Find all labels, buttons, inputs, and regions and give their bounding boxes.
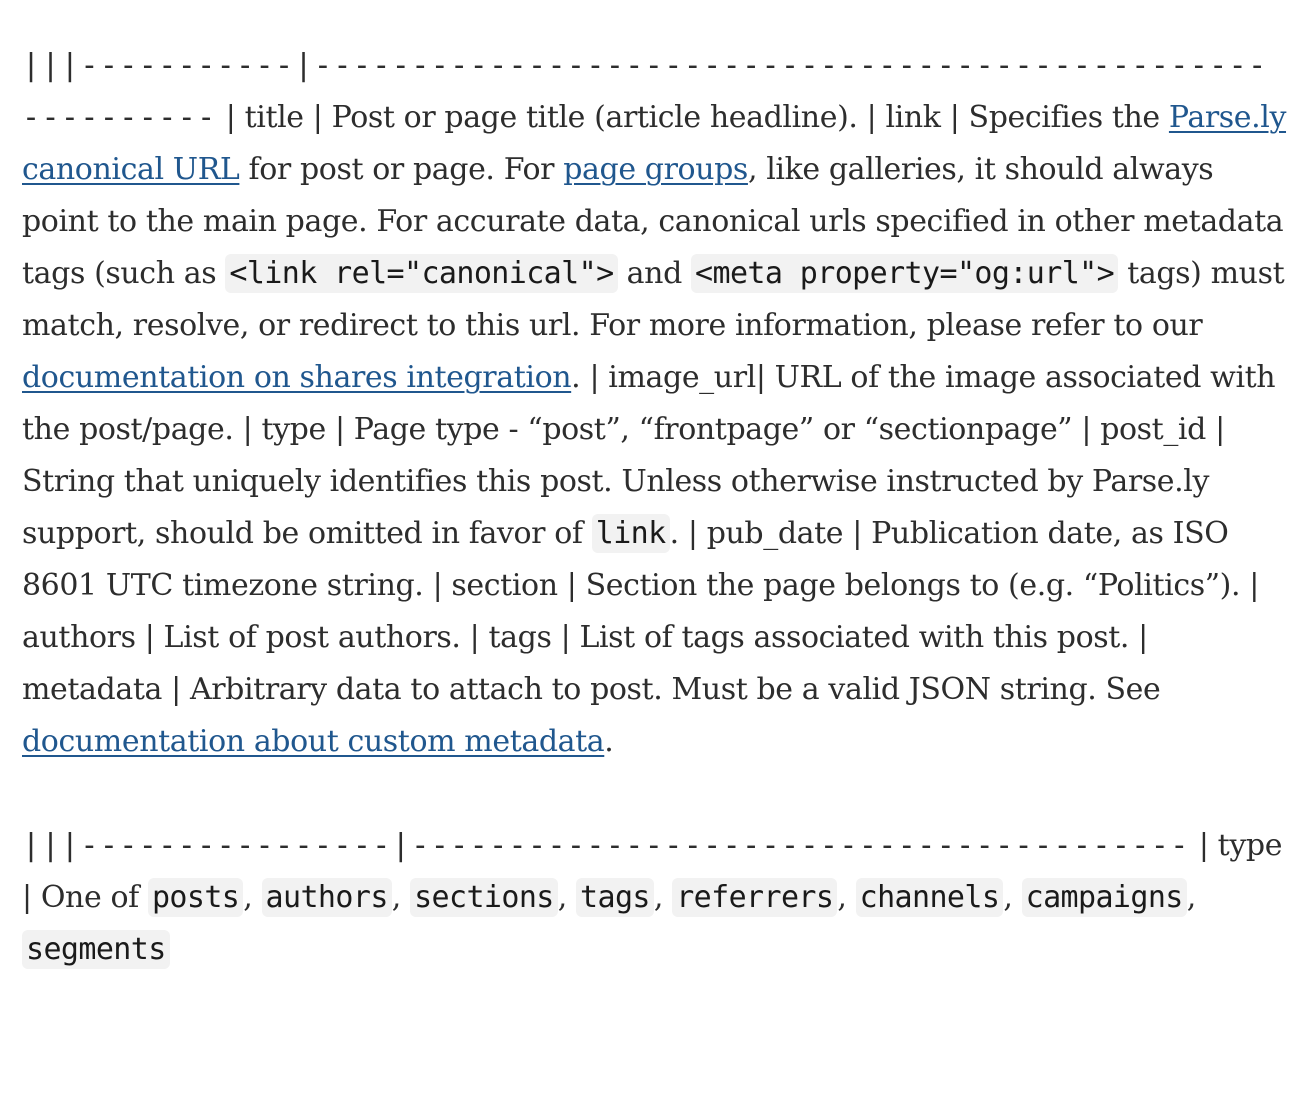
body-text: . — [604, 724, 614, 759]
separator: , — [557, 880, 577, 915]
code-meta-og-url: <meta property="og:url"> — [691, 254, 1118, 293]
body-text: and — [617, 256, 692, 291]
separator: , — [391, 880, 411, 915]
body-text: | title | Post or page title (article headline). | link | Specifies the — [216, 100, 1169, 135]
code-referrers: referrers — [672, 878, 837, 917]
separator: , — [653, 880, 673, 915]
code-authors: authors — [262, 878, 392, 917]
code-posts: posts — [148, 878, 243, 917]
code-link: link — [592, 514, 670, 553]
body-text: . | pub_date | Publication date, as ISO 8601 UTC timezone string. | section | Section the page belongs to (e.g. “Politics”). | authors | List of post authors. | tags | List of tags associated with this post. | metadata | Arbitrary data to attach to post. Must be a valid JSON string. See — [22, 516, 1259, 707]
body-text: | type | One of — [22, 828, 1283, 915]
body-text: for post or page. For — [239, 152, 564, 187]
custom-metadata-link[interactable]: documentation about custom metadata — [22, 724, 605, 759]
table-rule: |||-----------|----------------------------------------------------------- — [22, 48, 1268, 135]
code-segments: segments — [22, 930, 170, 969]
separator: , — [1003, 880, 1022, 915]
separator: , — [1186, 880, 1196, 915]
canonical-url-link[interactable]: Parse.ly canonical URL — [22, 100, 1287, 187]
body-text: tags) must match, resolve, or redirect to this url. For more information, please refer to our — [22, 256, 1285, 343]
table-rule: |||----------------|---------------------------------------- — [22, 828, 1190, 863]
page-groups-link[interactable]: page groups — [563, 152, 748, 187]
code-sections: sections — [410, 878, 558, 917]
code-channels: channels — [856, 878, 1004, 917]
code-campaigns: campaigns — [1022, 878, 1187, 917]
body-text: . | image_url| URL of the image associated with the post/page. | type | Page type - “post”, “frontpage” or “sectionpage” | post_id | String that uniquely identifies this post. Unless otherwise instructed by Parse.ly support, should be omitted in favor of — [22, 360, 1276, 551]
code-link-rel-canonical: <link rel="canonical"> — [225, 254, 617, 293]
shares-integration-link[interactable]: documentation on shares integration — [22, 360, 572, 395]
type-options-paragraph — [22, 820, 1286, 976]
body-text: , like galleries, it should always point to the main page. For accurate data, canonical urls specified in other metadata tags (such as — [22, 152, 1284, 291]
separator: , — [837, 880, 856, 915]
separator: , — [243, 880, 262, 915]
code-tags: tags — [576, 878, 654, 917]
metadata-fields-paragraph — [22, 40, 1286, 768]
